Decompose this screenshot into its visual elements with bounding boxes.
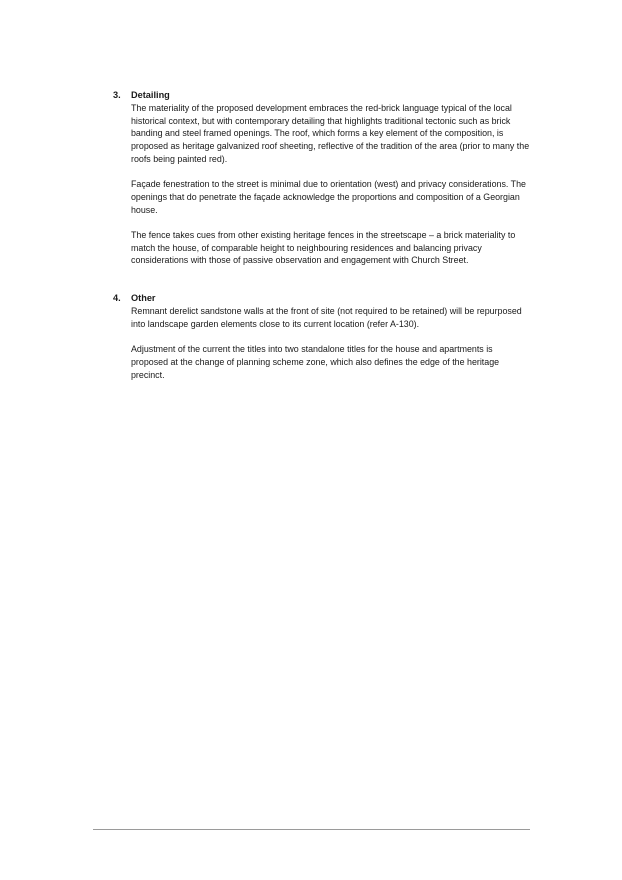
section-other	[113, 292, 531, 381]
section-heading	[113, 292, 531, 305]
paragraph-fenestration: Façade fenestration to the street is minimal due to orientation (west) and privacy considerations. The openings that do penetrate the façade acknowledge the proportions and composition of a Georgian house.	[131, 179, 526, 215]
section-detailing	[113, 89, 531, 267]
section-heading	[113, 89, 531, 102]
paragraph-materiality: The materiality of the proposed development embraces the red-brick language typical of the local historical context, but with contemporary detailing that highlights traditional tectonic such as brick banding and steel framed openings. The roof, which forms a key element of the composition, is proposed as heritage galvanized roof sheeting, reflective of the tradition of the area (prior to many the roofs being painted red).	[131, 103, 530, 164]
section-number: 3.	[113, 90, 121, 100]
section-title: Other	[131, 293, 156, 303]
paragraph-titles-adjustment: Adjustment of the current the titles into two standalone titles for the house and apartments is proposed at the change of planning scheme zone, which also defines the edge of the heritage precinct.	[131, 344, 500, 380]
footer-divider	[93, 829, 530, 830]
section-title: Detailing	[131, 90, 170, 100]
paragraph-fence: The fence takes cues from other existing heritage fences in the streetscape – a brick materiality to match the house, of comparable height to neighbouring residences and balancing privacy considerations with those of passive observation and engagement with Church Street.	[131, 230, 516, 266]
section-number: 4.	[113, 293, 121, 303]
paragraph-sandstone-walls: Remnant derelict sandstone walls at the front of site (not required to be retained) will be repurposed into landscape garden elements close to its current location (refer A-130).	[131, 306, 522, 329]
